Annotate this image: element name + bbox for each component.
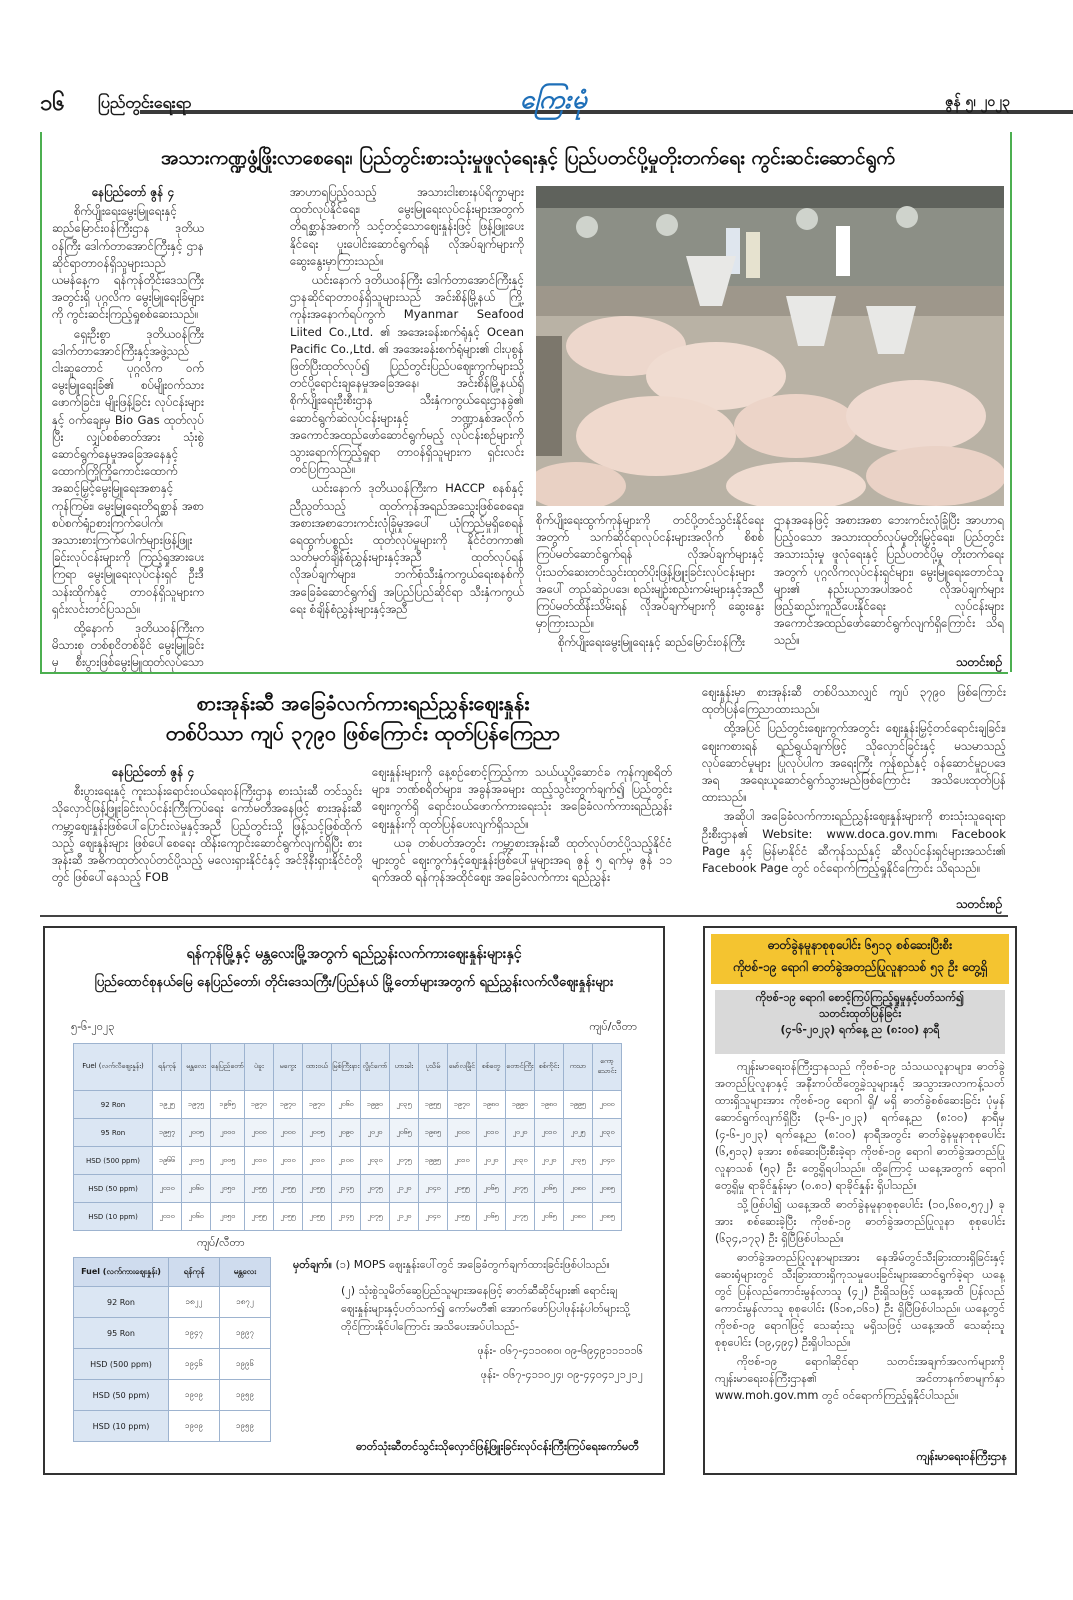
wholesale-header-city: ရန်ကုန် bbox=[169, 1258, 220, 1287]
page-number: ၁၆ bbox=[40, 91, 65, 116]
retail-price-row bbox=[74, 1175, 622, 1203]
city-header: ကော့သောင်း bbox=[592, 1044, 621, 1091]
city-header: စစ်တွေ bbox=[476, 1044, 505, 1091]
page-header bbox=[40, 82, 1030, 122]
retail-price-cell: ၂၀၄၀ bbox=[418, 1175, 447, 1203]
article2-para: အဆိုပါ အခြေခံလက်ကားရည်ညွှန်းဈေးနှုန်းများကို စားသုံးသူရေးရာဦးစီးဌာန၏ Website: www.doca.gov.mm၊ Facebook Page နှင့် မြန်မာနိုင်ငံ ဆီကုန်သည်နှင့် ဆီလုပ်ငန်းရှင်များအသင်း၏ Facebook Page တွင် ဝင်ရောက်ကြည့်ရှုနိုင်ကြောင်း သိရသည်။ bbox=[702, 809, 1006, 876]
wholesale-header-fuel: Fuel (လက်ကားဈေးနှုန်း) bbox=[74, 1258, 169, 1287]
city-header: နေပြည်တော် bbox=[211, 1044, 245, 1091]
covid-sub-line1: ကိုဗစ်-၁၉ ရောဂါ စောင့်ကြပ်ကြည့်ရှုမှုနှင့်ပတ်သက်၍ bbox=[755, 991, 965, 1004]
retail-price-cell: ၁၉၇၀ bbox=[302, 1091, 331, 1119]
retail-price-cell: ၂၀၁၀ bbox=[153, 1203, 182, 1231]
retail-price-cell: ၁၉၇၀ bbox=[273, 1091, 302, 1119]
retail-price-cell: ၁၉၅၅ bbox=[418, 1091, 447, 1119]
retail-price-cell: ၂၀၀၅ bbox=[211, 1147, 245, 1175]
article1-col4 bbox=[774, 512, 1004, 652]
city-header: မကွေး bbox=[273, 1044, 302, 1091]
retail-price-cell: ၁၉၈၀ bbox=[476, 1091, 505, 1119]
retail-price-cell: ၂၀၅၅ bbox=[302, 1175, 331, 1203]
article1-col1 bbox=[52, 184, 204, 672]
retail-price-cell: ၁၉၇၀ bbox=[447, 1091, 476, 1119]
note-1: (၁) MOPS ဈေးနှုန်းပေါ်တွင် အခြေခံတွက်ချက်ထားခြင်းဖြစ်ပါသည်။ bbox=[335, 1258, 610, 1271]
covid-banner-line2: ကိုဗစ်-၁၉ ရောဂါ ဓာတ်ခွဲအတည်ပြုလူနာသစ် ၅၃ ဦး တွေ့ရှိ bbox=[732, 960, 988, 974]
retail-price-cell: ၂၀၃၅ bbox=[563, 1147, 592, 1175]
article2-col3 bbox=[702, 684, 1006, 914]
city-header: ဟားခါး bbox=[389, 1044, 418, 1091]
wholesale-price-row bbox=[74, 1287, 271, 1318]
wholesale-price-cell: ၁၉၀၉ bbox=[169, 1411, 220, 1442]
masthead-logo: ကြေးမုံ bbox=[520, 85, 588, 115]
retail-price-cell: ၂၁၀၀ bbox=[331, 1147, 360, 1175]
article2-para: ဈေးနှုန်းမှာ စားအုန်းဆီ တစ်ပိဿာလျှင် ကျပ် ၃၇၉၀ ဖြစ်ကြောင်း ထုတ်ပြန်ကြေညာထားသည်။ bbox=[702, 685, 1006, 717]
city-header: ကသာ bbox=[563, 1044, 592, 1091]
city-header: မော်လမြိုင် bbox=[447, 1044, 476, 1091]
retail-price-cell: ၂၁၂၀ bbox=[389, 1175, 418, 1203]
wholesale-unit: ကျပ်/လီတာ bbox=[197, 1236, 245, 1249]
covid-banner bbox=[711, 934, 1009, 984]
article1-byline: သတင်းစဉ် bbox=[956, 655, 1003, 669]
retail-price-cell: ၂၀၁၀ bbox=[244, 1147, 273, 1175]
retail-price-cell: ၁၉၇၅ bbox=[182, 1091, 211, 1119]
fuel-notes bbox=[293, 1256, 643, 1384]
retail-price-cell: ၂၀၇၅ bbox=[505, 1203, 534, 1231]
retail-price-cell: ၂၀၅၅ bbox=[273, 1203, 302, 1231]
retail-price-cell: ၂၀၆၀ bbox=[182, 1203, 211, 1231]
retail-price-table bbox=[73, 1043, 622, 1231]
city-header: တောင်ကြီး bbox=[505, 1044, 534, 1091]
retail-price-cell: ၂၀၀၀ bbox=[273, 1119, 302, 1147]
retail-price-cell: ၂၀၃၅ bbox=[389, 1091, 418, 1119]
fuel-type-label: HSD (10 ppm) bbox=[74, 1411, 169, 1442]
wholesale-price-table bbox=[73, 1257, 271, 1442]
wholesale-price-cell: ၁၈၂၂ bbox=[169, 1287, 220, 1318]
wholesale-price-cell: ၁၉၉၆ bbox=[220, 1349, 271, 1380]
retail-price-cell: ၂၁၄၅ bbox=[331, 1203, 360, 1231]
covid-byline: ကျန်းမာရေးဝန်ကြီးဌာန bbox=[916, 1450, 1007, 1463]
article2-col2 bbox=[372, 764, 672, 914]
retail-price-cell: ၂၀၀၅ bbox=[302, 1119, 331, 1147]
covid-body bbox=[715, 1058, 1005, 1450]
retail-price-cell: ၂၀၇၅ bbox=[360, 1203, 389, 1231]
retail-price-cell: ၂၁၂၀ bbox=[389, 1203, 418, 1231]
retail-price-cell: ၂၀၈၀ bbox=[563, 1203, 592, 1231]
covid-para: ကျန်းမာရေးဝန်ကြီးဌာနသည် ကိုဗစ်-၁၉ သံသယလူနာများ၊ ဓာတ်ခွဲအတည်ပြုလူနာနှင့် အနီးကပ်ထိတွေ့ခဲ့သူများနှင့် အသွားအလာကန့်သတ်ထားရှိသူများအား ကိုဗစ်-၁၉ ရောဂါ ရှိ/ မရှိ ဓာတ်ခွဲစစ်ဆေးခြင်း ပုံမှန်ဆောင်ရွက်လျက်ရှိပြီး (၃-၆-၂၀၂၃) ရက်နေ့ည (၈:၀၀) နာရီမှ (၄-၆-၂၀၂၃) ရက်နေ့ည (၈:၀၀) နာရီအတွင်း ဓာတ်ခွဲနမူနာစုစုပေါင်း (၆,၅၁၃) ခုအား စစ်ဆေးပြီးစီးခဲ့ရာ ကိုဗစ်-၁၉ ရောဂါ ဓာတ်ခွဲအတည်ပြုလူနာသစ် (၅၃) ဦး တွေ့ရှိရပါသည်။ ထို့ကြောင့် ယနေ့အတွက် ရောဂါတွေ့ရှိမှု ရာခိုင်နှုန်းမှာ (၀.၈၁) ရာခိုင်နှုန်း ရှိပါသည်။ bbox=[715, 1060, 1005, 1192]
retail-price-cell: ၁၉၉၀ bbox=[505, 1091, 534, 1119]
wholesale-price-cell: ၁၉၄၆ bbox=[169, 1349, 220, 1380]
fuel-type-label: 95 Ron bbox=[74, 1119, 153, 1147]
retail-price-cell: ၂၀၂၀ bbox=[534, 1147, 563, 1175]
retail-price-cell: ၂၀၁၀ bbox=[153, 1175, 182, 1203]
city-header: မန္တလေး bbox=[182, 1044, 211, 1091]
retail-price-cell: ၂၀၆၅ bbox=[389, 1119, 418, 1147]
covid-para: သို့ဖြစ်ပါ၍ ယနေ့အထိ ဓာတ်ခွဲနမူနာစုစုပေါင်း (၁၀,၆၈၀,၅၇၂) ခုအား စစ်ဆေးခဲ့ပြီး ကိုဗစ်-၁၉ ဓာတ်ခွဲအတည်ပြုလူနာ စုစုပေါင်း (၆၃၄,၁၇၃) ဦး ရှိပြီဖြစ်ပါသည်။ bbox=[715, 1198, 1005, 1245]
fuel-type-label: 92 Ron bbox=[74, 1287, 169, 1318]
city-header: ထားဝယ် bbox=[302, 1044, 331, 1091]
retail-price-cell: ၂၀၃၀ bbox=[505, 1147, 534, 1175]
covid-sub-line2: သတင်းထုတ်ပြန်ခြင်း bbox=[818, 1007, 902, 1020]
retail-table-body bbox=[74, 1091, 622, 1231]
city-header: စစ်ကိုင်း bbox=[534, 1044, 563, 1091]
retail-price-cell: ၂၀၅၅ bbox=[447, 1203, 476, 1231]
retail-price-cell: ၂၀၀၀ bbox=[592, 1091, 621, 1119]
retail-price-cell: ၁၉၉၅ bbox=[563, 1091, 592, 1119]
article2-dateline: နေပြည်တော် ဇွန် ၄ bbox=[112, 765, 194, 779]
wholesale-price-cell: ၁၉၉၇ bbox=[220, 1318, 271, 1349]
fuel-type-label: HSD (50 ppm) bbox=[74, 1380, 169, 1411]
retail-price-cell: ၁၉၉၀ bbox=[360, 1091, 389, 1119]
divider bbox=[40, 915, 1008, 917]
article1-headline: အသားကဏ္ဍဖွံ့ဖြိုးလာစေရေး၊ ပြည်တွင်းစားသုံးမှုဖူလုံရေးနှင့် ပြည်ပတင်ပို့မှုတိုးတက်ရေး ကွင်းဆင်းဆောင်ရွက် bbox=[160, 147, 896, 169]
issue-date: ဇွန် ၅၊ ၂၀၂၃ bbox=[945, 94, 1010, 110]
article1-para: ရှေးဦးစွာ ဒုတိယဝန်ကြီး ဒေါက်တာအောင်ကြီးနှင့်အဖွဲ့သည် ငါးဆူတောင် ပုဂ္ဂလိက ဝက်မွေးမြူရေးခြံ၏ စပ်မျိုးဝက်သားဖောက်ခြင်း၊ မျိုးဖြန့်ခြင်း လုပ်ငန်းများနှင့် ဝက်ချေးမှ Bio Gas ထုတ်လုပ်ပြီး လျှပ်စစ်ဓာတ်အား သုံးစွဲဆောင်ရွက်နေမှုအခြေအနေနှင့် ထောက်ကြိုကြိုကောင်းထောက်အဆင့်မြှင့်မွေးမြူရေးအစာနှင့် ကုန်ကြမ်း၊ မွေးမြူရေးတိရစ္ဆာန် အစာစပ်စက်ရုံဥစားကြက်ပေါက်၊ အသားစားကြက်ပေါက်များဖြန့်ဖြူးခြင်းလုပ်ငန်းများကို ကြည့်ရှုအားပေးကြရာ မွေးမြူရေးလုပ်ငန်းရှင် ဦးဒီသန်းထိုက်နှင့် တာဝန်ရှိသူများက ရှင်းလင်းတင်ပြသည်။ bbox=[52, 326, 204, 616]
retail-price-cell: ၂၀၅၅ bbox=[244, 1175, 273, 1203]
fuel-type-label: HSD (500 ppm) bbox=[74, 1349, 169, 1380]
retail-price-cell: ၂၀၁၀ bbox=[273, 1147, 302, 1175]
fuel-date: ၅-၆-၂၀၂၃ bbox=[71, 1020, 115, 1033]
wholesale-table-body bbox=[74, 1287, 271, 1442]
retail-price-cell: ၂၀၁၀ bbox=[534, 1119, 563, 1147]
article2-para: စီးပွားရေးနှင့် ကူးသန်းရောင်းဝယ်ရေးဝန်ကြီးဌာန စားသုံးဆီ တင်သွင်းသိုလှောင်ဖြန့်ဖြူးခြင်းလုပ်ငန်းကြီးကြပ်ရေး ကော်မတီအနေဖြင့် စားအုန်းဆီ ကမ္ဘာ့ဈေးနှုန်းဖြစ်ပေါ်ပြောင်းလဲမှုနှင့်အညီ ပြည်တွင်းသို့ ဖြန့်သင့်ဖြစ်ထိုက်သည့် ဈေးနှုန်းများ ဖြစ်ပေါ်စေရေး ထိန်းကျောင်းဆောင်ရွက်လျက်ရှိပြီး စားအုန်းဆီ အဓိကထုတ်လုပ်တင်ပို့သည့် မလေးရှားနိုင်ငံနှင့် အင်ဒိုနီးရှားနိုင်ငံတို့တွင် ဖြစ်ပေါ်နေသည့် FOB bbox=[52, 784, 362, 885]
fuel-title-line1: ရန်ကုန်မြို့နှင့် မန္တလေးမြို့အတွက် ရည်ညွှန်းလက်ကားဈေးနှုန်းများနှင့် bbox=[186, 946, 522, 962]
pig-farm-illustration bbox=[536, 186, 1004, 506]
fuel-title-line2: ပြည်ထောင်စုနယ်မြေ နေပြည်တော်၊ တိုင်းဒေသကြီး/ပြည်နယ် မြို့တော်များအတွက် ရည်ညွှန်းလက်လီဈေးနှုန်းများ bbox=[94, 975, 614, 990]
fuel-type-label: HSD (10 ppm) bbox=[74, 1203, 153, 1231]
header-rule bbox=[140, 110, 1073, 114]
covid-bulletin-box bbox=[703, 926, 1017, 1475]
retail-header-row bbox=[74, 1044, 622, 1091]
retail-price-cell: ၂၀၆၅ bbox=[476, 1175, 505, 1203]
article1-para: ယင်းနောက် ဒုတိယဝန်ကြီး ဒေါက်တာအောင်ကြီးနှင့် ဌာနဆိုင်ရာတာဝန်ရှိသူများသည် အင်းစိန်မြို့နယ် ကြို့ကုန်းအနောက်ရပ်ကွက် Myanmar Seafood Liited Co.,Ltd. ၏ အအေးခန်းစက်ရုံနှင့် Ocean Pacific Co.,Ltd. ၏ အအေးခန်းစက်ရုံများ၏ ငါးပုစွန် ဖြတ်ပြီးထုတ်လုပ်၍ ပြည်တွင်းပြည်ပဈေးကွက်များသို့ တင်ပို့ရောင်းချနေမှုအခြေအနေ၊ အင်းစိန်မြို့နယ်ရှိ စိုက်ပျိုးရေးဦးစီးဌာန သီးနှံကကွယ်ရေးဌာနခွဲ၏ ဆောင်ရွက်ဆဲလုပ်ငန်းများနှင့် ဘဏ္ဍာနှစ်အလိုက် အကောင်အထည်ဖော်ဆောင်ရွက်မည့် လုပ်ငန်းစဉ်များကို သွားရောက်ကြည့်ရှုရာ တာဝန်ရှိသူများက ရှင်းလင်းတင်ပြကြသည်။ bbox=[290, 273, 524, 477]
retail-price-cell: ၂၀၇၅ bbox=[389, 1147, 418, 1175]
retail-price-cell: ၂၀၂၀ bbox=[505, 1119, 534, 1147]
retail-price-cell: ၂၀၅၀ bbox=[211, 1175, 245, 1203]
city-header: ပုသိမ် bbox=[418, 1044, 447, 1091]
covid-para: ကိုဗစ်-၁၉ ရောဂါဆိုင်ရာ သတင်းအချက်အလက်များကို ကျန်းမာရေးဝန်ကြီးဌာန၏ အင်တာနက်စာမျက်နှာ www.moh.gov.mm တွင် ဝင်ရောက်ကြည့်ရှုနိုင်ပါသည်။ bbox=[715, 1355, 1005, 1402]
retail-price-cell: ၂၀၀၀ bbox=[211, 1119, 245, 1147]
retail-price-cell: ၂၀၁၀ bbox=[447, 1147, 476, 1175]
article2-para: ထို့အပြင် ပြည်တွင်းဈေးကွက်အတွင်း ဈေးနှုန်းမြှင့်တင်ရောင်းချခြင်း၊ ဈေးကစားရန် ရည်ရွယ်ချက်ဖြင့် သိုလှောင်ခြင်းနှင့် မသမာသည့် လုပ်ဆောင်မှုများ ပြုလုပ်ပါက အရေးကြီး ကုန်စည်နှင့် ဝန်ဆောင်မှုဥပဒေအရ အရေးယူဆောင်ရွက်သွားမည်ဖြစ်ကြောင်း အသိပေးထုတ်ပြန်ထားသည်။ bbox=[702, 721, 1006, 805]
retail-price-cell: ၂၀၈၀ bbox=[563, 1175, 592, 1203]
retail-price-cell: ၂၀၆၀ bbox=[331, 1091, 360, 1119]
retail-price-cell: ၂၀၆၅ bbox=[476, 1203, 505, 1231]
retail-price-cell: ၂၀၇၅ bbox=[505, 1175, 534, 1203]
article2-headline-line1: စားအုန်းဆီ အခြေခံလက်ကားရည်ညွှန်းဈေးနှုန်း bbox=[196, 691, 530, 715]
retail-price-row bbox=[74, 1119, 622, 1147]
wholesale-price-cell: ၁၈၇၂ bbox=[220, 1287, 271, 1318]
note-2: (၂) သုံးစွဲသူမိတ်ဆွေပြည်သူများအနေဖြင့် ဓာတ်ဆီဆိုင်များ၏ ရောင်းချဈေးနှုန်းများနှင့်ပတ်သက်၍ ကော်မတီ၏ အောက်ဖော်ပြပါဖုန်းနံပါတ်များသို့ တိုင်ကြားနိုင်ပါကြောင်း အသိပေးအပ်ပါသည်- bbox=[341, 1284, 630, 1333]
retail-price-cell: ၂၀၅၅ bbox=[273, 1175, 302, 1203]
fuel-unit: ကျပ်/လီတာ bbox=[589, 1020, 637, 1033]
article2-para: ဈေးနှုန်းများကို နေ့စဉ်စောင့်ကြည့်ကာ သယ်ယူပို့ဆောင်ခ ကုန်ကျစရိတ်များ၊ ဘဏ်စရိတ်များ၊ အခွန်အခများ ထည့်သွင်းတွက်ချက်၍ ပြည်တွင်းဈေးကွက်ရှိ ရောင်းဝယ်ဖောက်ကားရေးသုံး အခြေခံလက်ကားရည်ညွှန်းဈေးနှုန်းကို ထုတ်ပြန်ပေးလျက်ရှိသည်။ bbox=[372, 765, 672, 831]
retail-price-row bbox=[74, 1091, 622, 1119]
city-header: ရန်ကုန် bbox=[153, 1044, 182, 1091]
article2-byline: သတင်းစဉ် bbox=[956, 897, 1003, 911]
retail-price-cell: ၂၀၅၅ bbox=[244, 1203, 273, 1231]
retail-price-cell: ၂၀၆၅ bbox=[534, 1203, 563, 1231]
wholesale-price-row bbox=[74, 1349, 271, 1380]
article1-para: စိုက်ပျိုးရေးမွေးမြူရေးနှင့် ဆည်မြောင်းဝန်ကြီးဌာန ဒုတိယဝန်ကြီး ဒေါက်တာအောင်ကြီးနှင့် ဌာနဆိုင်ရာတာဝန်ရှိသူများသည် ယမန်နေ့က ရန်ကုန်တိုင်းဒေသကြီးအတွင်းရှိ ပုဂ္ဂလိက မွေးမြူရေးခြံများကို ကွင်းဆင်းကြည့်ရှုစစ်ဆေးသည်။ bbox=[52, 204, 204, 322]
retail-price-cell: ၂၀၆၅ bbox=[534, 1175, 563, 1203]
retail-header-fuel: Fuel (လက်လီဈေးနှုန်း) bbox=[74, 1044, 153, 1091]
retail-price-row bbox=[74, 1203, 622, 1231]
retail-price-cell: ၁၉၇၀ bbox=[244, 1091, 273, 1119]
article1-para: ဌာနအနေဖြင့် အစားအစာ ဘေးကင်းလုံခြုံပြီး အာဟာရပြည့်ဝသော အသားထုတ်လုပ်မှုတိုးမြှင့်ရေး၊ ပြည်တွင်းအသားသုံးမှု ဖူလုံရေးနှင့် ပြည်ပတင်ပို့မှု တိုးတက်ရေးအတွက် ပုဂ္ဂလိကလုပ်ငန်းရှင်များ၊ မွေးမြူရေးတောင်သူများ၏ နည်းပညာအပါအဝင် လိုအပ်ချက်များ ဖြည့်ဆည်းကူညီပေးနိုင်ရေး လုပ်ငန်းများ အကောင်အထည်ဖော်ဆောင်ရွက်လျက်ရှိကြောင်း သိရသည်။ bbox=[774, 513, 1004, 648]
retail-price-cell: ၁၉၉၅ bbox=[418, 1147, 447, 1175]
retail-price-cell: ၂၀၈၅ bbox=[592, 1175, 621, 1203]
fuel-price-box bbox=[43, 926, 665, 1475]
article1-col2 bbox=[290, 184, 524, 672]
article1-para: စိုက်ပျိုးရေးမွေးမြူရေးနှင့် ဆည်မြောင်းဝန်ကြီး bbox=[558, 635, 745, 650]
complaint-phone-2: ဖုန်း- ၀၆၇-၄၁၁၀၂၄၊ ၀၉-၄၄၀၄၁၂၁၂၁၂ bbox=[480, 1368, 643, 1381]
covid-sub-line3: (၄-၆-၂၀၂၃) ရက်နေ့ ည (၈:၀၀) နာရီ bbox=[780, 1023, 940, 1036]
retail-price-cell: ၁၉၈၅ bbox=[418, 1119, 447, 1147]
farm-photo bbox=[536, 186, 1004, 506]
retail-price-cell: ၁၉၆၅ bbox=[211, 1091, 245, 1119]
retail-price-cell: ၂၀၀၀ bbox=[244, 1119, 273, 1147]
retail-price-row bbox=[74, 1147, 622, 1175]
article1-para: အာဟာရပြည့်ဝသည့် အသားငါးစားနပ်ရိက္ခာများ ထုတ်လုပ်နိုင်ရေး၊ မွေးမြူရေးလုပ်ငန်းများအတွက် တိရစ္ဆာန်အစာကို သင့်တင့်သောဈေးနှုန်းဖြင့် ဖြန့်ဖြူးပေးနိုင်ရေး ပူးပေါင်းဆောင်ရွက်ရန် လိုအပ်ချက်များကို ဆွေးနွေးမှာကြားသည်။ bbox=[290, 185, 524, 268]
committee-name: ဓာတ်သုံးဆီတင်သွင်းသိုလှောင်ဖြန့်ဖြူးခြင်းလုပ်ငန်းကြီးကြပ်ရေးကော်မတီ bbox=[355, 1440, 639, 1453]
retail-price-cell: ၂၀၄၀ bbox=[418, 1203, 447, 1231]
wholesale-header-city: မန္တလေး bbox=[220, 1258, 271, 1287]
article1-dateline: နေပြည်တော် ဇွန် ၄ bbox=[92, 185, 174, 199]
wholesale-price-row bbox=[74, 1318, 271, 1349]
retail-price-cell: ၂၀၁၅ bbox=[182, 1147, 211, 1175]
note-label: မှတ်ချက်။ bbox=[293, 1258, 333, 1271]
retail-price-cell: ၁၉၆၆ bbox=[153, 1147, 182, 1175]
retail-price-cell: ၂၀၂၀ bbox=[360, 1119, 389, 1147]
retail-price-cell: ၂၀၆၀ bbox=[182, 1175, 211, 1203]
article1-para: ထို့နောက် ဒုတိယဝန်ကြီးက မိသားစု တစ်စုငိတစ်ခိုင် မွေးမြူခြင်းမှ စီးပွားဖြစ်မွေးမြူထုတ်လုပ်သော bbox=[52, 621, 204, 670]
fuel-type-label: HSD (500 ppm) bbox=[74, 1147, 153, 1175]
wholesale-price-cell: ၁၉၀၉ bbox=[169, 1380, 220, 1411]
article1-para: ယင်းနောက် ဒုတိယဝန်ကြီးက HACCP စနစ်နှင့် ညီညွတ်သည့် ထုတ်ကုန်အရည်အသွေးဖြစ်စေရေး၊ အစားအစာဘေးကင်းလုံခြုံမှုအပေါ် ယုံကြည်မှုရှိစေရန် ရေထွက်ပစ္စည်း ထုတ်လုပ်မှုများကို နိုင်ငံတကာ၏ သတ်မှတ်ချိန်စံညွှန်းများနှင့်အညီ ထုတ်လုပ်ရန် လိုအပ်ချက်များ၊ ဘက်စုံသီးနှံကကွယ်ရေးစနစ်ကို အခြေခံဆောင်ရွက်၍ အပြည်ပြည်ဆိုင်ရာ သီးနှံကကွယ်ရေး စံချိန်စံညွှန်းများနှင့်အညီ bbox=[290, 481, 524, 616]
city-header: လွိုင်ကော် bbox=[360, 1044, 389, 1091]
complaint-phone-1: ဖုန်း- ၀၆၇-၄၁၁၀၈၀၊ ၀၉-၆၉၄၉၁၁၁၁၁၆ bbox=[477, 1344, 643, 1357]
retail-price-cell: ၂၀၃၀ bbox=[360, 1147, 389, 1175]
article2-para: ယခု တစ်ပတ်အတွင်း ကမ္ဘာ့စားအုန်းဆီ ထုတ်လုပ်တင်ပို့သည့်နိုင်ငံများတွင် ဈေးကွက်နှင့်ဈေးနှုန်းဖြစ်ပေါ်မှုများအရ ဇွန် ၅ ရက်မှ ဇွန် ၁၁ ရက်အထိ ရန်ကုန်အထိုင်ဈေး အခြေခံလက်ကား ရည်ညွှန်း bbox=[372, 835, 672, 885]
retail-price-cell: ၂၀၅၅ bbox=[302, 1203, 331, 1231]
wholesale-price-cell: ၁၉၄၇ bbox=[169, 1318, 220, 1349]
retail-price-cell: ၂၀၅၀ bbox=[211, 1203, 245, 1231]
wholesale-price-row bbox=[74, 1380, 271, 1411]
covid-banner-line1: ဓာတ်ခွဲနမူနာစုစုပေါင်း ၆၅၁၃ စစ်ဆေးပြီးစီး bbox=[767, 938, 953, 952]
retail-price-cell: ၂၀၅၅ bbox=[447, 1175, 476, 1203]
retail-price-cell: ၂၀၄၀ bbox=[592, 1147, 621, 1175]
divider bbox=[40, 672, 1008, 674]
retail-price-cell: ၁၉၅၇ bbox=[153, 1119, 182, 1147]
wholesale-price-cell: ၁၉၅၉ bbox=[220, 1380, 271, 1411]
retail-price-cell: ၂၀၈၅ bbox=[592, 1203, 621, 1231]
retail-price-cell: ၂၀၀၅ bbox=[182, 1119, 211, 1147]
city-header: ပဲခူး bbox=[244, 1044, 273, 1091]
retail-price-cell: ၁၉၂၅ bbox=[153, 1091, 182, 1119]
article2-headline-line2: တစ်ပိဿာ ကျပ် ၃၇၉၀ ဖြစ်ကြောင်း ထုတ်ပြန်ကြေညာ bbox=[165, 721, 561, 745]
wholesale-header-row bbox=[74, 1258, 271, 1287]
retail-price-cell: ၂၁၄၅ bbox=[331, 1175, 360, 1203]
article2-col1 bbox=[52, 764, 362, 914]
covid-subheader bbox=[715, 990, 1005, 1054]
fuel-type-label: 92 Ron bbox=[74, 1091, 153, 1119]
article1-para: စိုက်ပျိုးရေးထွက်ကုန်များကို တင်ပို့တင်သွင်းနိုင်ရေးအတွက် သက်ဆိုင်ရာလုပ်ငန်းများအလိုက် စိစစ်ကြပ်မတ်ဆောင်ရွက်ရန် လိုအပ်ချက်များနှင့် ပိုးသတ်ဆေးတင်သွင်းထုတ်ပိုးဖြန့်ဖြူးခြင်းလုပ်ငန်းများအပေါ် တည်ဆဲဥပဒေ၊ စည်းမျဉ်းစည်းကမ်းများနှင့်အညီ ကြပ်မတ်ထိန်းသိမ်းရန် လိုအပ်ချက်များကို ဆွေးနွေးမှာကြားသည်။ bbox=[536, 513, 764, 631]
retail-price-cell: ၂၀၇၅ bbox=[360, 1175, 389, 1203]
retail-price-cell: ၂၀၂၅ bbox=[563, 1119, 592, 1147]
fuel-type-label: 95 Ron bbox=[74, 1318, 169, 1349]
retail-price-cell: ၂၀၂၀ bbox=[476, 1147, 505, 1175]
city-header: မြစ်ကြီးနား bbox=[331, 1044, 360, 1091]
wholesale-price-cell: ၁၉၅၉ bbox=[220, 1411, 271, 1442]
retail-price-cell: ၂၀၉၀ bbox=[331, 1119, 360, 1147]
wholesale-price-row bbox=[74, 1411, 271, 1442]
retail-price-cell: ၁၉၈၀ bbox=[534, 1091, 563, 1119]
section-name: ပြည်တွင်းရေးရာ bbox=[98, 93, 192, 112]
article1-col3 bbox=[536, 512, 764, 672]
retail-price-cell: ၂၀၁၀ bbox=[302, 1147, 331, 1175]
fuel-type-label: HSD (50 ppm) bbox=[74, 1175, 153, 1203]
covid-para: ဓာတ်ခွဲအတည်ပြုလူနာများအား နေအိမ်တွင်သီးခြားထားရှိခြင်းနှင့် ဆေးရုံများတွင် သီးခြားထားရှိကုသမှုပေးခြင်းများဆောင်ရွက်ခဲ့ရာ ယနေ့တွင် ပြန်လည်ကောင်းမွန်လာသူ (၄၂) ဦးရှိသဖြင့် ယနေ့အထိ ပြန်လည်ကောင်းမွန်လာသူ စုစုပေါင်း (၆၁၈,၁၆၁) ဦး ရှိပြီဖြစ်ပါသည်။ ယနေ့တွင် ကိုဗစ်-၁၉ ရောဂါဖြင့် သေဆုံးသူ မရှိသဖြင့် ယနေ့အထိ သေဆုံးသူစုစုပေါင်း (၁၉,၄၉၄) ဦးရှိပါသည်။ bbox=[715, 1251, 1005, 1349]
retail-price-cell: ၂၀၃၀ bbox=[592, 1119, 621, 1147]
article2-headline bbox=[48, 688, 678, 748]
retail-price-cell: ၂၀၁၀ bbox=[476, 1119, 505, 1147]
retail-price-cell: ၂၀၀၀ bbox=[447, 1119, 476, 1147]
